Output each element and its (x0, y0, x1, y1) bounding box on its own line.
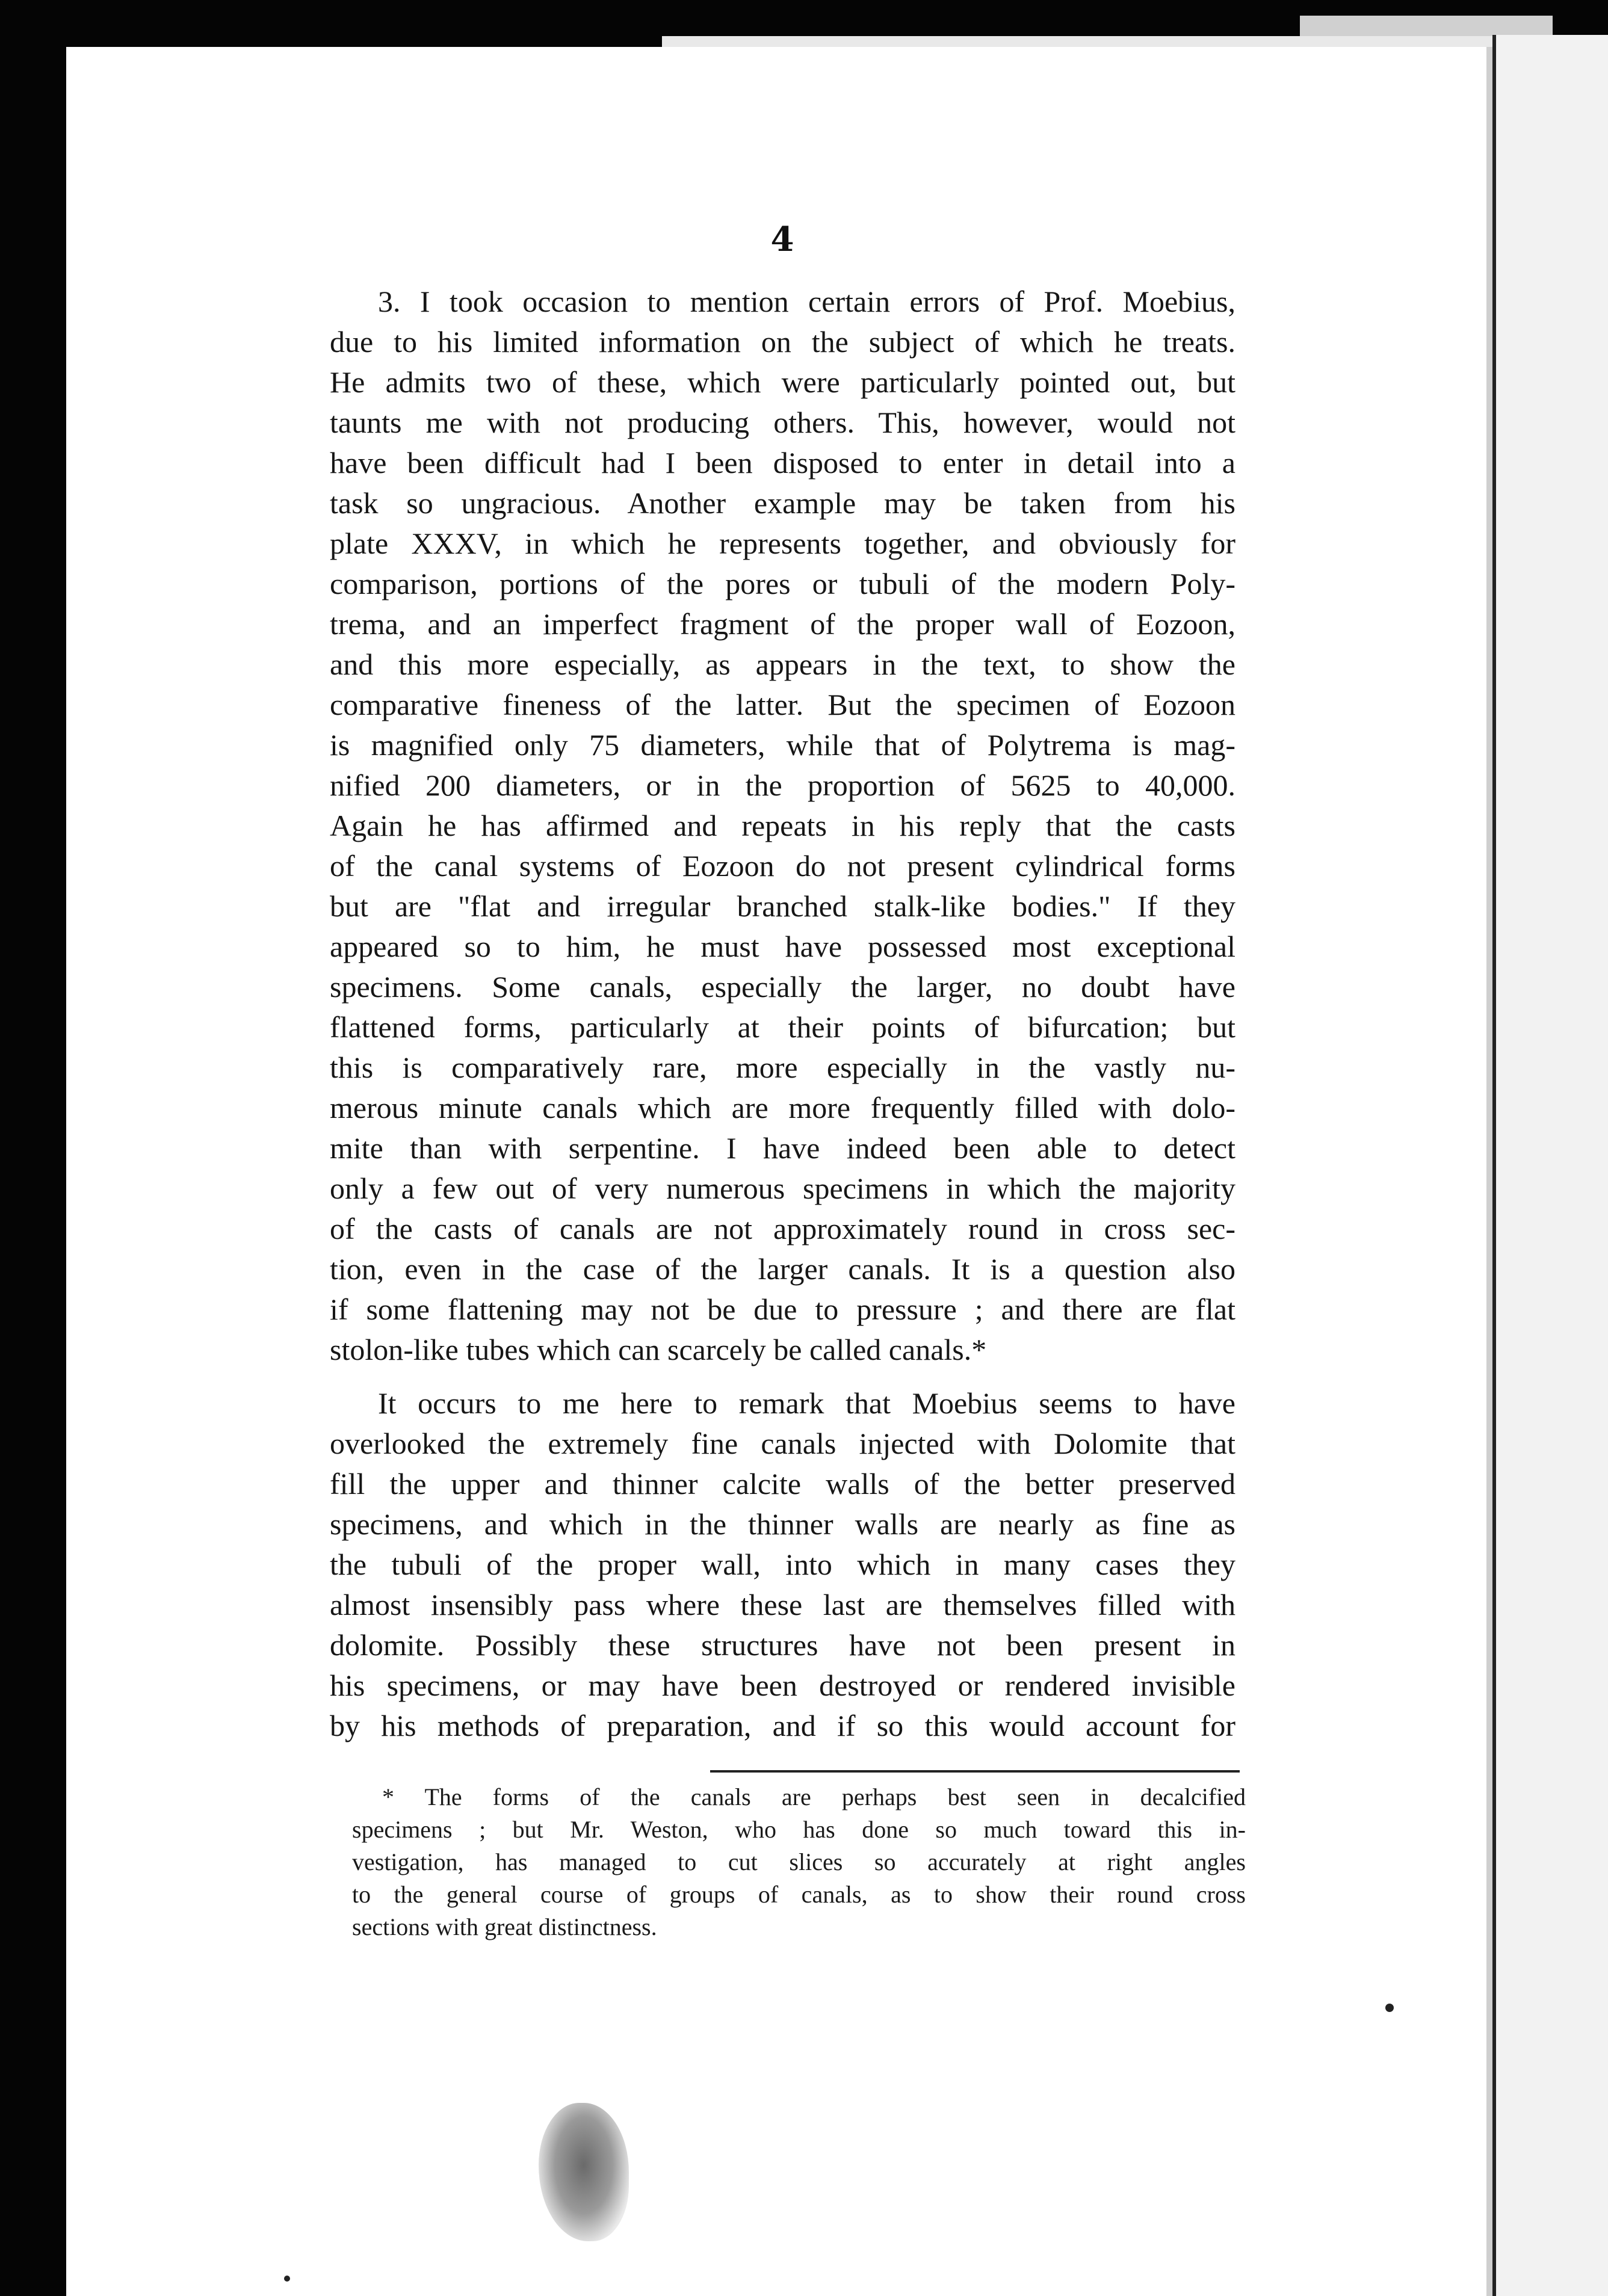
page-fold (1486, 47, 1492, 2296)
text-line: appeared so to him, he must have possessed most exceptional (330, 930, 1235, 963)
text-line: is magnified only 75 diameters, while that of Polytrema is mag- (330, 728, 1235, 762)
text-line: if some flattening may not be due to pressure ; and there are flat (330, 1292, 1235, 1326)
scan-edge-strip (1300, 16, 1553, 36)
text-line: task so ungracious. Another example may be taken from his (330, 486, 1235, 520)
text-line: merous minute canals which are more frequently filled with dolo- (330, 1091, 1235, 1125)
footnote-line: * The forms of the canals are perhaps best seen in decalcified (382, 1783, 1246, 1810)
footnote-line: to the general course of groups of canals, as to show their round cross (352, 1881, 1246, 1908)
body-text (330, 282, 1235, 1746)
text-line: flattened forms, particularly at their points of bifurcation; but (330, 1010, 1235, 1044)
text-line: tion, even in the case of the larger canals. It is a question also (330, 1252, 1235, 1286)
text-line: comparative fineness of the latter. But the specimen of Eozoon (330, 688, 1235, 721)
text-line: stolon-like tubes which can scarcely be called canals.* (330, 1333, 987, 1366)
adjacent-page-edge (1492, 35, 1608, 2296)
text-line: and this more especially, as appears in the text, to show the (330, 647, 1235, 681)
scan-speck (1385, 2004, 1394, 2012)
text-line: nified 200 diameters, or in the proportion of 5625 to 40,000. (330, 768, 1235, 802)
paragraph-gap (330, 1370, 1235, 1383)
text-line: specimens. Some canals, especially the larger, no doubt have (330, 970, 1235, 1004)
text-line: dolomite. Possibly these structures have not been present in (330, 1628, 1235, 1662)
text-line: his specimens, or may have been destroyed or rendered invisible (330, 1668, 1235, 1702)
footnote-line: specimens ; but Mr. Weston, who has done so much toward this in- (352, 1816, 1246, 1843)
text-line: comparison, portions of the pores or tubuli of the modern Poly- (330, 567, 1235, 600)
text-line: mite than with serpentine. I have indeed been able to detect (330, 1131, 1235, 1165)
text-line: fill the upper and thinner calcite walls of the better preserved (330, 1467, 1235, 1501)
footnote-line: sections with great distinctness. (352, 1913, 657, 1940)
text-line: by his methods of preparation, and if so this would account for (330, 1709, 1235, 1742)
text-line: of the canal systems of Eozoon do not present cylindrical forms (330, 849, 1235, 883)
text-line: due to his limited information on the subject of which he treats. (330, 325, 1235, 359)
text-line: Again he has affirmed and repeats in his reply that the casts (330, 809, 1235, 842)
scan-speck (284, 2276, 290, 2282)
text-line: It occurs to me here to remark that Moebius seems to have (378, 1386, 1235, 1420)
text-line: taunts me with not producing others. This, however, would not (330, 406, 1235, 439)
text-line: but are "flat and irregular branched stalk-like bodies." If they (330, 889, 1235, 923)
text-line: almost insensibly pass where these last are themselves filled with (330, 1588, 1235, 1622)
text-line: 3. I took occasion to mention certain errors of Prof. Moebius, (378, 285, 1235, 318)
text-line: overlooked the extremely fine canals injected with Dolomite that (330, 1427, 1235, 1460)
text-line: only a few out of very numerous specimens in which the majority (330, 1171, 1235, 1205)
text-line: the tubuli of the proper wall, into which in many cases they (330, 1548, 1235, 1581)
footnote (352, 1781, 1246, 1943)
text-line: He admits two of these, which were particularly pointed out, but (330, 365, 1235, 399)
text-line: specimens, and which in the thinner walls are nearly as fine as (330, 1507, 1235, 1541)
text-line: plate XXXV, in which he represents together, and obviously for (330, 526, 1235, 560)
page-number: 4 (770, 220, 794, 259)
text-line: have been difficult had I been disposed to enter in detail into a (330, 446, 1235, 480)
text-line: trema, and an imperfect fragment of the proper wall of Eozoon, (330, 607, 1235, 641)
footnote-line: vestigation, has managed to cut slices so accurately at right angles (352, 1848, 1246, 1875)
footnote-rule (710, 1770, 1240, 1773)
text-line: of the casts of canals are not approximately round in cross sec- (330, 1212, 1235, 1245)
text-line: this is comparatively rare, more especially in the vastly nu- (330, 1051, 1235, 1084)
